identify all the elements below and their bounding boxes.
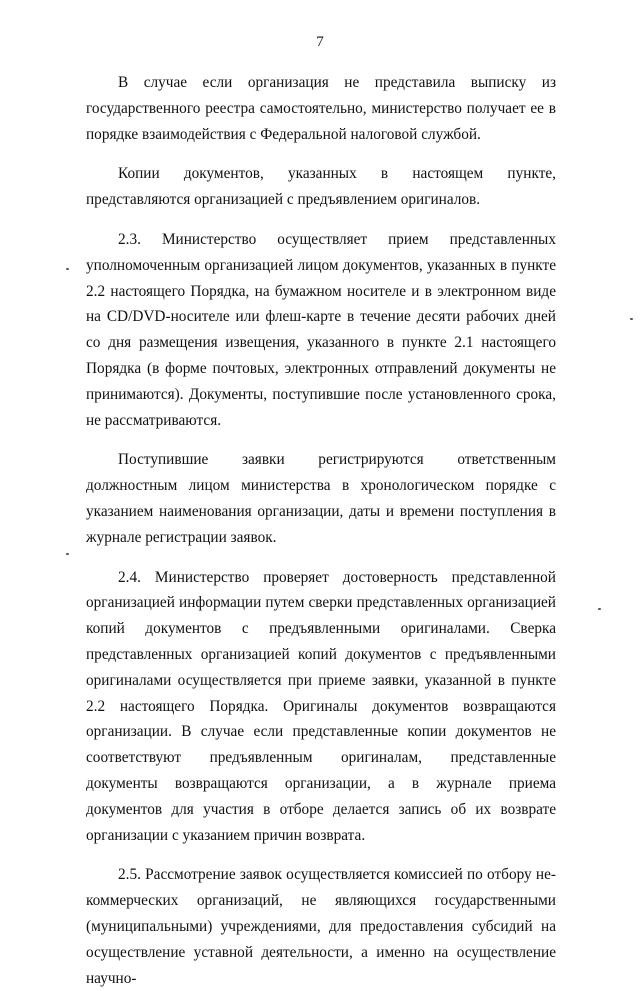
scan-speck	[630, 318, 633, 320]
paragraph-egrul-extract: В случае если организация не представила выписку из государственного реестра самостоятельно, министерство получает ее в порядке взаимодействия с Федеральной налоговой службой.	[86, 74, 556, 143]
document-body	[86, 70, 556, 991]
scan-speck	[66, 268, 69, 270]
paragraph-registration: Поступившие заявки регистрируются ответственным должностным лицом министерства в хронологическом порядке с указанием наименования организации, даты и времени поступления в журнале регистрации заявок.	[86, 451, 556, 546]
paragraph-2-5: 2.5. Рассмотрение заявок осуществляется комиссией по отбору некоммерческих организаций, не являющихся государственными (муниципальными) учреждениями, для предоставления субсидий на осуществление уставной деятельности, а именно на осуществление научно-	[86, 866, 556, 987]
paragraph-2-3: 2.3. Министерство осуществляет прием представленных уполномоченным организацией лицом документов, указанных в пункте 2.2 настоящего Порядка, на бумажном носителе и в электронном виде на CD/DVD-носителе или флеш-карте в течение десяти рабочих дней со дня размещения извещения, указанного в пункте 2.1 настоящего Порядка (в форме почтовых, электронных отправлений документы не принимаются). Документы, поступившие после установленного срока, не рассматриваются.	[86, 230, 556, 429]
paragraph-2-4: 2.4. Министерство проверяет достоверность представленной организацией информации путем сверки представленных организацией копий документов с предъявленными оригиналами. Сверка представленных организацией копий документов с предъявленными оригиналами осуществляется при приеме заявки, указанной в пункте 2.2 настоящего Порядка. Оригиналы документов возвращаются организации. В случае если представленные копии документов не соответствуют предъявленным оригиналам, представленные документы возвращаются организации, а в журнале приема документов для участия в отборе делается запись об их возврате организации с указанием причин возврата.	[86, 568, 556, 844]
paragraph-document-copies: Копии документов, указанных в настоящем пункте, представляются организацией с предъявлением оригиналов.	[86, 165, 556, 209]
page-number: 7	[316, 34, 324, 50]
scan-speck	[66, 553, 69, 555]
scan-speck	[598, 608, 601, 610]
